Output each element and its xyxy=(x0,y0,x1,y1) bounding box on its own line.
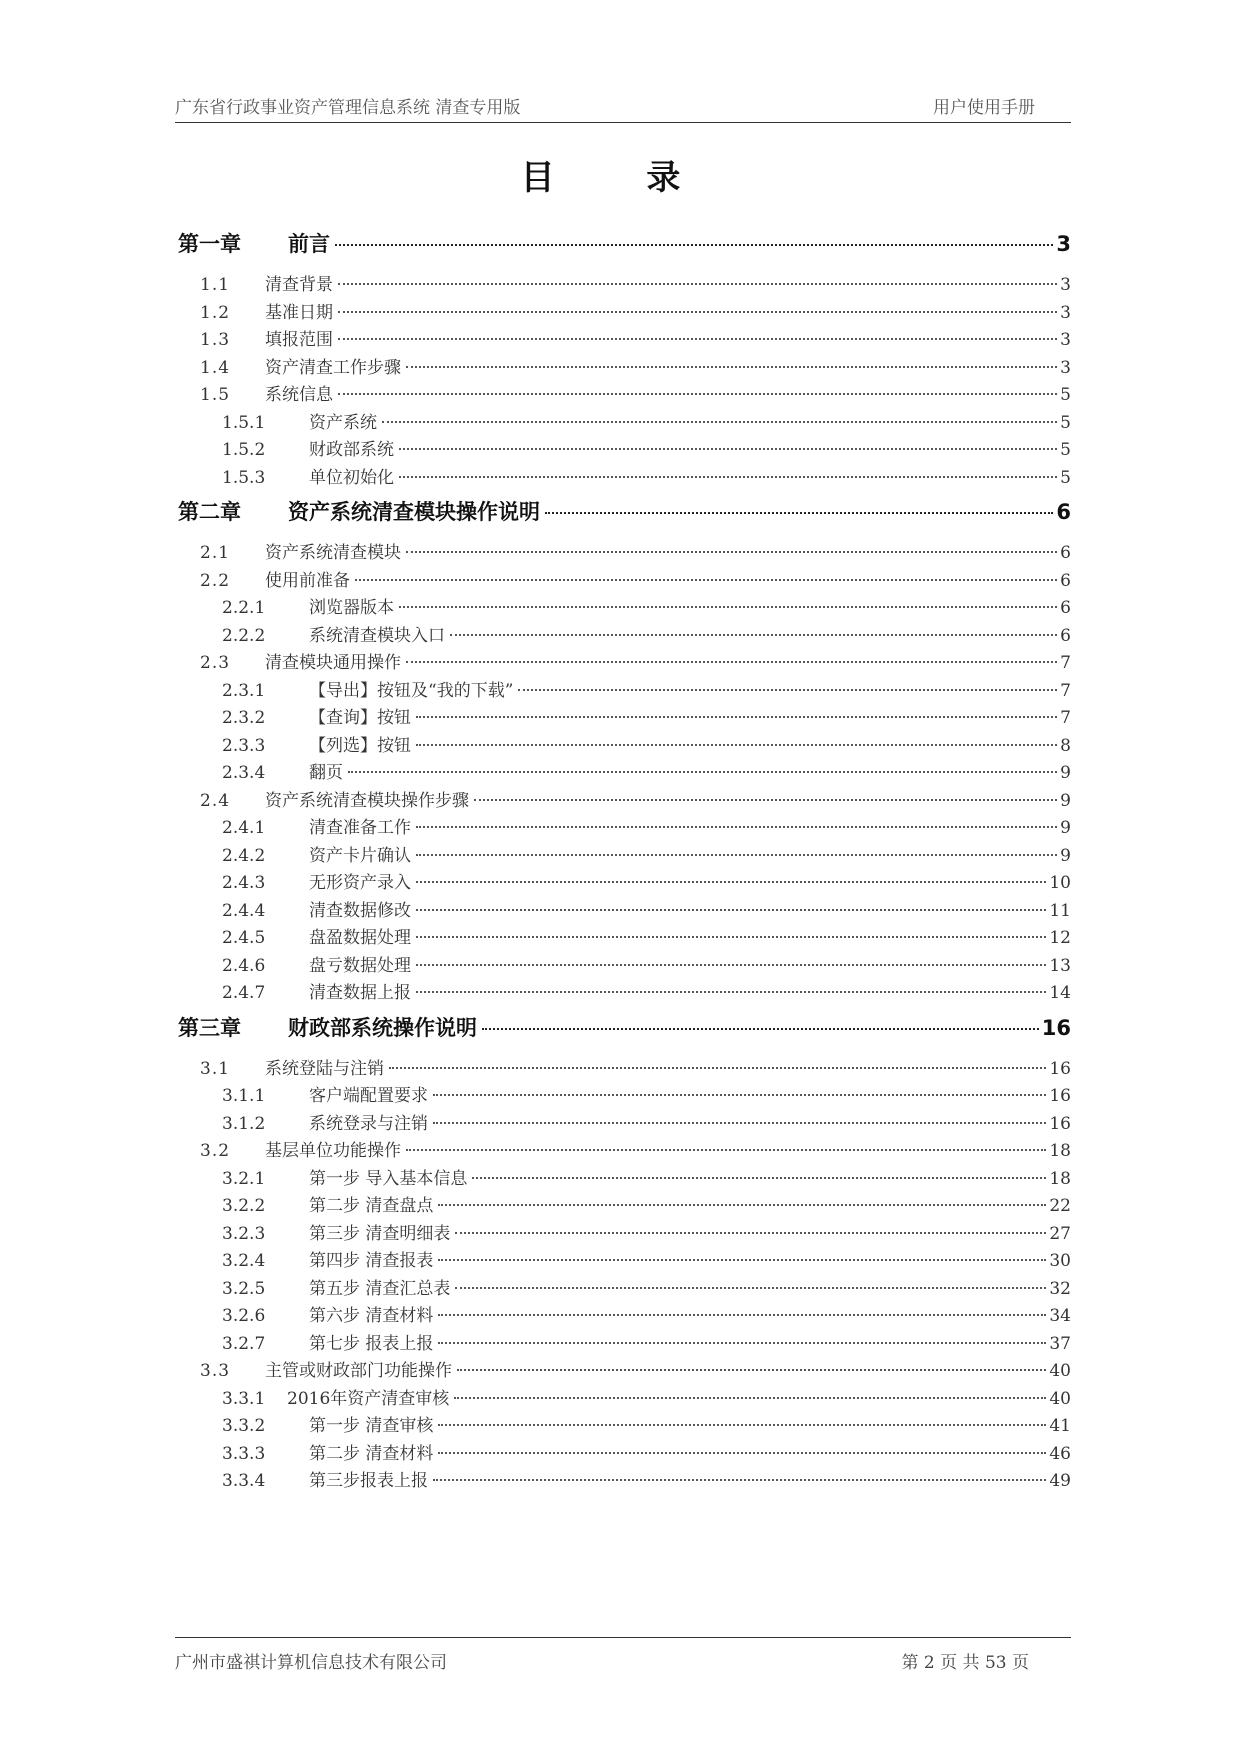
toc-entry-title: 第二步 清查材料 xyxy=(309,1443,434,1464)
toc-entry-number: 3.1 xyxy=(200,1058,231,1079)
toc-entry-page: 3 xyxy=(1060,330,1071,350)
toc-dot-leader xyxy=(433,1479,1046,1481)
toc-entry-number: 2.4.6 xyxy=(222,955,266,976)
toc-entry-number: 2.1 xyxy=(200,543,231,563)
toc-entry-sub[interactable] xyxy=(178,1191,1071,1219)
toc-entry-page: 16 xyxy=(1049,1113,1071,1134)
toc-entry-page: 18 xyxy=(1049,1168,1071,1189)
toc-entry-page: 11 xyxy=(1049,900,1071,921)
toc-entry-title: 【查询】按钮 xyxy=(309,708,411,728)
toc-entry-title: 第三步报表上报 xyxy=(309,1471,428,1491)
toc-entry-page: 46 xyxy=(1049,1443,1071,1464)
toc-entry-page: 3 xyxy=(1056,232,1071,256)
toc-entry-page: 40 xyxy=(1049,1388,1071,1409)
toc-entry-title: 系统登陆与注销 xyxy=(265,1058,384,1079)
toc-entry-title: 主管或财政部门功能操作 xyxy=(265,1361,452,1381)
toc-entry-sec[interactable] xyxy=(178,648,1071,676)
toc-dot-leader xyxy=(455,1232,1046,1234)
toc-dot-leader xyxy=(406,366,1057,368)
toc-entry-title: 系统登录与注销 xyxy=(309,1113,428,1134)
toc-entry-page: 16 xyxy=(1049,1058,1071,1079)
toc-entry-sub[interactable] xyxy=(178,978,1071,1006)
toc-dot-leader xyxy=(416,826,1057,828)
toc-entry-number: 3.3.2 xyxy=(222,1416,266,1436)
toc-dot-leader xyxy=(355,579,1057,581)
header-manual-name: 用户使用手册 xyxy=(933,98,1035,118)
toc-entry-title: 客户端配置要求 xyxy=(309,1086,428,1106)
toc-entry-title: 第五步 清查汇总表 xyxy=(309,1278,451,1299)
toc-entry-chapter[interactable] xyxy=(178,496,1071,530)
toc-entry-sub[interactable] xyxy=(178,1439,1071,1467)
toc-entry-title: 第三步 清查明细表 xyxy=(309,1223,451,1244)
toc-entry-sub[interactable] xyxy=(178,896,1071,924)
toc-entry-page: 41 xyxy=(1049,1416,1071,1436)
toc-dot-leader xyxy=(399,476,1057,478)
toc-entry-title: 第二步 清查盘点 xyxy=(309,1196,434,1216)
toc-dot-leader xyxy=(450,634,1057,636)
toc-entry-number: 2.4.4 xyxy=(222,900,266,921)
toc-dot-leader xyxy=(416,881,1046,883)
toc-entry-number: 3.2.3 xyxy=(222,1223,266,1244)
toc-entry-page: 9 xyxy=(1060,818,1071,838)
toc-entry-page: 5 xyxy=(1060,440,1071,460)
toc-entry-page: 13 xyxy=(1049,955,1071,976)
toc-entry-page: 34 xyxy=(1049,1306,1071,1326)
toc-entry-title: 浏览器版本 xyxy=(309,598,394,618)
toc-entry-sub[interactable] xyxy=(178,868,1071,896)
toc-entry-number: 第三章 xyxy=(178,1015,241,1040)
toc-dot-leader xyxy=(399,448,1057,450)
footer-page-number: 第 2 页 共 53 页 xyxy=(901,1653,1029,1673)
toc-entry-number: 1.5.1 xyxy=(222,412,266,433)
toc-entry-number: 3.1.2 xyxy=(222,1113,266,1134)
toc-entry-page: 9 xyxy=(1060,790,1071,811)
toc-entry-page: 16 xyxy=(1041,1015,1071,1040)
toc-entry-number: 2.3 xyxy=(200,653,231,673)
toc-entry-number: 第二章 xyxy=(178,500,241,524)
toc-entry-sec[interactable] xyxy=(178,325,1071,353)
toc-dot-leader xyxy=(406,661,1057,663)
toc-entry-title: 资产卡片确认 xyxy=(309,845,411,866)
toc-entry-number: 2.3.3 xyxy=(222,735,266,756)
toc-entry-page: 9 xyxy=(1060,845,1071,866)
toc-dot-leader xyxy=(438,1259,1046,1261)
toc-entry-page: 12 xyxy=(1049,928,1071,948)
toc-entry-page: 5 xyxy=(1060,385,1071,405)
toc-dot-leader xyxy=(416,991,1046,993)
toc-entry-number: 3.1.1 xyxy=(222,1086,266,1106)
toc-dot-leader xyxy=(416,936,1046,938)
toc-entry-title: 系统清查模块入口 xyxy=(309,625,445,646)
toc-dot-leader xyxy=(545,512,1053,514)
table-of-contents xyxy=(178,222,1071,1494)
toc-dot-leader xyxy=(338,338,1057,340)
toc-entry-title: 财政部系统 xyxy=(309,440,394,460)
toc-entry-sec[interactable] xyxy=(178,270,1071,298)
toc-entry-sec[interactable] xyxy=(178,380,1071,408)
toc-dot-leader xyxy=(335,244,1053,246)
toc-entry-sub[interactable] xyxy=(178,1274,1071,1302)
toc-entry-sub[interactable] xyxy=(178,813,1071,841)
toc-entry-number: 1.5 xyxy=(200,385,231,405)
toc-entry-title: 基准日期 xyxy=(265,302,333,323)
toc-entry-sub[interactable] xyxy=(178,951,1071,979)
toc-entry-title: 资产系统清查模块操作步骤 xyxy=(265,790,469,811)
toc-entry-number: 1.3 xyxy=(200,330,231,350)
toc-entry-number: 2.3.1 xyxy=(222,680,266,701)
toc-entry-page: 6 xyxy=(1060,570,1071,591)
toc-entry-title: 【导出】按钮及“我的下载” xyxy=(309,680,514,701)
toc-entry-number: 1.2 xyxy=(200,302,231,323)
toc-entry-sub[interactable] xyxy=(178,593,1071,621)
toc-entry-title: 翻页 xyxy=(309,763,343,783)
toc-entry-title: 清查模块通用操作 xyxy=(265,653,401,673)
toc-entry-page: 3 xyxy=(1060,275,1071,295)
toc-entry-number: 3.2 xyxy=(200,1141,231,1161)
toc-entry-title: 单位初始化 xyxy=(309,467,394,488)
toc-entry-title: 资产系统 xyxy=(309,412,377,433)
toc-entry-number: 2.2.1 xyxy=(222,598,266,618)
toc-dot-leader xyxy=(416,744,1057,746)
toc-entry-title: 填报范围 xyxy=(265,330,333,350)
toc-entry-page: 6 xyxy=(1060,543,1071,563)
toc-entry-sec[interactable] xyxy=(178,1054,1071,1082)
toc-dot-leader xyxy=(438,1342,1046,1344)
toc-entry-number: 2.3.4 xyxy=(222,763,266,783)
toc-dot-leader xyxy=(406,1149,1046,1151)
toc-entry-title: 第七步 报表上报 xyxy=(309,1333,434,1354)
toc-entry-page: 3 xyxy=(1060,302,1071,323)
toc-entry-page: 22 xyxy=(1049,1196,1071,1216)
toc-entry-sub[interactable] xyxy=(178,758,1071,786)
toc-entry-sub[interactable] xyxy=(178,1301,1071,1329)
toc-dot-leader xyxy=(416,854,1057,856)
toc-entry-number: 3.2.1 xyxy=(222,1168,266,1189)
toc-entry-title: 清查背景 xyxy=(265,275,333,295)
toc-dot-leader xyxy=(338,311,1057,313)
toc-entry-title: 无形资产录入 xyxy=(309,873,411,893)
toc-entry-number: 2.4.7 xyxy=(222,983,266,1003)
toc-entry-sub[interactable] xyxy=(178,463,1071,491)
toc-entry-number: 3.2.5 xyxy=(222,1278,266,1299)
toc-entry-sec[interactable] xyxy=(178,298,1071,326)
toc-entry-title: 资产清查工作步骤 xyxy=(265,357,401,378)
toc-entry-chapter[interactable] xyxy=(178,228,1071,262)
toc-entry-title: 使用前准备 xyxy=(265,570,350,591)
footer-company: 广州市盛祺计算机信息技术有限公司 xyxy=(175,1653,447,1673)
toc-entry-sub[interactable] xyxy=(178,1384,1071,1412)
toc-dot-leader xyxy=(438,1204,1046,1206)
toc-dot-leader xyxy=(518,689,1057,691)
toc-entry-page: 14 xyxy=(1049,983,1071,1003)
toc-dot-leader xyxy=(482,1028,1039,1030)
toc-entry-title: 第一步 导入基本信息 xyxy=(309,1168,468,1189)
toc-dot-leader xyxy=(416,964,1046,966)
toc-entry-number: 3.3 xyxy=(200,1361,231,1381)
toc-entry-sub[interactable] xyxy=(178,1164,1071,1192)
toc-dot-leader xyxy=(433,1094,1046,1096)
toc-entry-number: 3.2.2 xyxy=(222,1196,266,1216)
toc-dot-leader xyxy=(338,283,1057,285)
toc-entry-page: 6 xyxy=(1060,625,1071,646)
toc-entry-number: 2.4.1 xyxy=(222,818,266,838)
toc-entry-page: 5 xyxy=(1060,412,1071,433)
toc-entry-page: 18 xyxy=(1049,1141,1071,1161)
toc-entry-sec[interactable] xyxy=(178,786,1071,814)
toc-entry-number: 2.4.2 xyxy=(222,845,266,866)
toc-entry-chapter[interactable] xyxy=(178,1012,1071,1046)
page-header xyxy=(175,88,1071,123)
toc-entry-number: 1.4 xyxy=(200,357,231,378)
toc-entry-number: 1.1 xyxy=(200,275,231,295)
toc-entry-title: 财政部系统操作说明 xyxy=(288,1015,477,1040)
toc-entry-sub[interactable] xyxy=(178,731,1071,759)
toc-entry-page: 16 xyxy=(1049,1086,1071,1106)
toc-entry-page: 37 xyxy=(1049,1333,1071,1354)
toc-entry-title: 【列选】按钮 xyxy=(309,735,411,756)
toc-entry-number: 3.2.6 xyxy=(222,1306,266,1326)
toc-dot-leader xyxy=(406,551,1057,553)
toc-entry-sec[interactable] xyxy=(178,538,1071,566)
toc-entry-title: 清查数据修改 xyxy=(309,900,411,921)
toc-entry-sub[interactable] xyxy=(178,1109,1071,1137)
toc-entry-page: 6 xyxy=(1056,500,1071,524)
toc-title: 目 录 xyxy=(520,158,721,198)
toc-dot-leader xyxy=(389,1067,1046,1069)
toc-entry-sec[interactable] xyxy=(178,353,1071,381)
toc-entry-page: 32 xyxy=(1049,1278,1071,1299)
toc-entry-number: 3.3.3 xyxy=(222,1443,266,1464)
toc-dot-leader xyxy=(416,909,1046,911)
toc-entry-sub[interactable] xyxy=(178,1081,1071,1109)
toc-dot-leader xyxy=(455,1287,1046,1289)
toc-entry-sub[interactable] xyxy=(178,621,1071,649)
toc-entry-sub[interactable] xyxy=(178,408,1071,436)
toc-entry-page: 40 xyxy=(1049,1361,1071,1381)
toc-entry-title: 盘亏数据处理 xyxy=(309,955,411,976)
toc-entry-title: 前言 xyxy=(288,232,330,256)
header-doc-title: 广东省行政事业资产管理信息系统 清查专用版 xyxy=(175,98,521,118)
toc-entry-number: 2.4.5 xyxy=(222,928,266,948)
toc-entry-number: 2.2.2 xyxy=(222,625,266,646)
toc-entry-sub[interactable] xyxy=(178,923,1071,951)
toc-entry-number: 2.3.2 xyxy=(222,708,266,728)
toc-entry-page: 7 xyxy=(1060,680,1071,701)
toc-entry-page: 5 xyxy=(1060,467,1071,488)
toc-dot-leader xyxy=(338,393,1057,395)
toc-dot-leader xyxy=(433,1122,1046,1124)
toc-entry-title: 清查准备工作 xyxy=(309,818,411,838)
toc-entry-sub[interactable] xyxy=(178,1219,1071,1247)
toc-entry-sub[interactable] xyxy=(178,841,1071,869)
toc-entry-page: 6 xyxy=(1060,598,1071,618)
toc-entry-page: 49 xyxy=(1049,1471,1071,1491)
toc-entry-number: 2.4 xyxy=(200,790,231,811)
toc-entry-number: 3.2.7 xyxy=(222,1333,266,1354)
toc-entry-sub[interactable] xyxy=(178,435,1071,463)
toc-dot-leader xyxy=(457,1369,1046,1371)
toc-entry-title: 盘盈数据处理 xyxy=(309,928,411,948)
toc-entry-page: 9 xyxy=(1060,763,1071,783)
toc-entry-page: 10 xyxy=(1049,873,1071,893)
toc-dot-leader xyxy=(438,1314,1046,1316)
toc-entry-sub[interactable] xyxy=(178,703,1071,731)
toc-dot-leader xyxy=(416,716,1057,718)
toc-entry-page: 3 xyxy=(1060,357,1071,378)
toc-entry-number: 3.3.1 xyxy=(222,1388,266,1409)
toc-entry-title: 2016年资产清查审核 xyxy=(287,1388,450,1409)
toc-dot-leader xyxy=(382,421,1057,423)
toc-entry-title: 清查数据上报 xyxy=(309,983,411,1003)
toc-entry-page: 30 xyxy=(1049,1251,1071,1271)
toc-entry-sub[interactable] xyxy=(178,1246,1071,1274)
toc-entry-page: 27 xyxy=(1049,1223,1071,1244)
toc-entry-sub[interactable] xyxy=(178,1329,1071,1357)
toc-entry-title: 第四步 清查报表 xyxy=(309,1251,434,1271)
toc-dot-leader xyxy=(472,1177,1046,1179)
toc-entry-number: 2.2 xyxy=(200,570,231,591)
toc-entry-title: 系统信息 xyxy=(265,385,333,405)
toc-entry-page: 8 xyxy=(1060,735,1071,756)
toc-dot-leader xyxy=(454,1397,1046,1399)
toc-entry-sec[interactable] xyxy=(178,1136,1071,1164)
toc-entry-title: 资产系统清查模块 xyxy=(265,543,401,563)
toc-entry-sub[interactable] xyxy=(178,676,1071,704)
toc-entry-sec[interactable] xyxy=(178,566,1071,594)
toc-entry-title: 资产系统清查模块操作说明 xyxy=(288,500,540,524)
toc-entry-number: 1.5.3 xyxy=(222,467,266,488)
toc-dot-leader xyxy=(399,606,1057,608)
toc-entry-page: 7 xyxy=(1060,708,1071,728)
toc-dot-leader xyxy=(438,1424,1046,1426)
toc-entry-number: 2.4.3 xyxy=(222,873,266,893)
toc-entry-sec[interactable] xyxy=(178,1356,1071,1384)
toc-entry-number: 1.5.2 xyxy=(222,440,266,460)
toc-entry-page: 7 xyxy=(1060,653,1071,673)
toc-entry-sub[interactable] xyxy=(178,1411,1071,1439)
page-footer xyxy=(175,1637,1071,1673)
toc-dot-leader xyxy=(474,799,1057,801)
toc-dot-leader xyxy=(438,1452,1046,1454)
toc-entry-sub[interactable] xyxy=(178,1466,1071,1494)
toc-entry-number: 3.3.4 xyxy=(222,1471,266,1491)
toc-entry-title: 第六步 清查材料 xyxy=(309,1306,434,1326)
toc-entry-number: 3.2.4 xyxy=(222,1251,266,1271)
toc-entry-title: 基层单位功能操作 xyxy=(265,1141,401,1161)
toc-entry-number: 第一章 xyxy=(178,232,241,256)
toc-entry-title: 第一步 清查审核 xyxy=(309,1416,434,1436)
toc-dot-leader xyxy=(348,771,1057,773)
